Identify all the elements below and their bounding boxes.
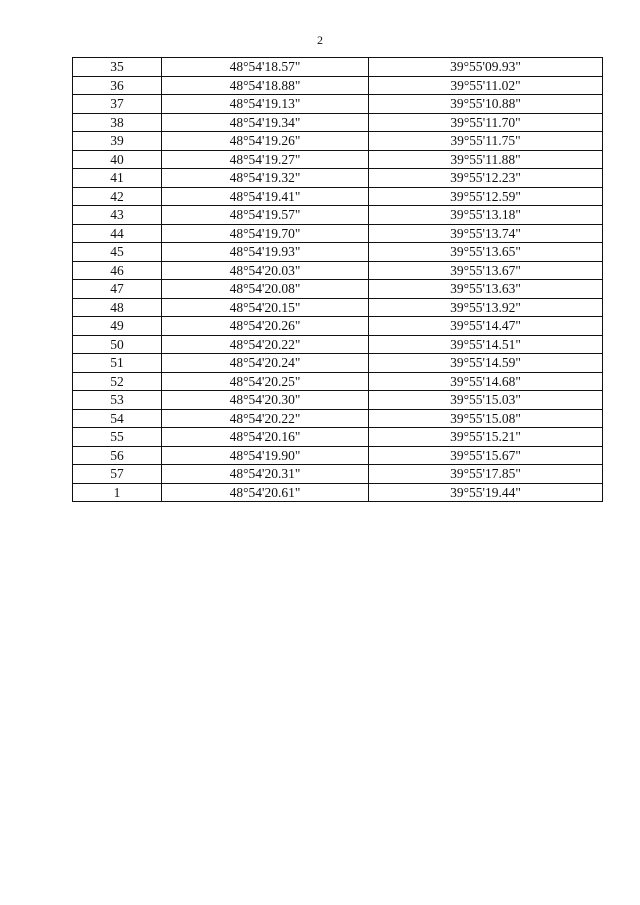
table-row	[73, 354, 603, 373]
point-number-cell: 50	[73, 335, 162, 354]
latitude-cell: 48°54'20.25"	[162, 372, 369, 391]
longitude-cell: 39°55'15.21"	[369, 428, 603, 447]
latitude-cell: 48°54'19.70"	[162, 224, 369, 243]
longitude-cell: 39°55'13.63"	[369, 280, 603, 299]
latitude-cell: 48°54'20.15"	[162, 298, 369, 317]
point-number-cell: 55	[73, 428, 162, 447]
longitude-cell: 39°55'15.03"	[369, 391, 603, 410]
point-number-cell: 51	[73, 354, 162, 373]
longitude-cell: 39°55'11.75"	[369, 132, 603, 151]
longitude-cell: 39°55'12.59"	[369, 187, 603, 206]
longitude-cell: 39°55'12.23"	[369, 169, 603, 188]
longitude-cell: 39°55'14.59"	[369, 354, 603, 373]
point-number-cell: 56	[73, 446, 162, 465]
point-number-cell: 41	[73, 169, 162, 188]
longitude-cell: 39°55'11.02"	[369, 76, 603, 95]
coordinates-table	[72, 57, 603, 502]
table-row	[73, 465, 603, 484]
point-number-cell: 43	[73, 206, 162, 225]
latitude-cell: 48°54'19.41"	[162, 187, 369, 206]
table-row	[73, 76, 603, 95]
table-row	[73, 169, 603, 188]
point-number-cell: 57	[73, 465, 162, 484]
point-number-cell: 47	[73, 280, 162, 299]
table-row	[73, 132, 603, 151]
table-row	[73, 243, 603, 262]
longitude-cell: 39°55'14.68"	[369, 372, 603, 391]
longitude-cell: 39°55'09.93"	[369, 58, 603, 77]
point-number-cell: 45	[73, 243, 162, 262]
latitude-cell: 48°54'19.93"	[162, 243, 369, 262]
point-number-cell: 36	[73, 76, 162, 95]
longitude-cell: 39°55'13.67"	[369, 261, 603, 280]
table-row	[73, 298, 603, 317]
longitude-cell: 39°55'15.08"	[369, 409, 603, 428]
longitude-cell: 39°55'11.88"	[369, 150, 603, 169]
point-number-cell: 46	[73, 261, 162, 280]
point-number-cell: 38	[73, 113, 162, 132]
point-number-cell: 44	[73, 224, 162, 243]
latitude-cell: 48°54'19.34"	[162, 113, 369, 132]
latitude-cell: 48°54'19.32"	[162, 169, 369, 188]
longitude-cell: 39°55'11.70"	[369, 113, 603, 132]
table-row	[73, 206, 603, 225]
table-row	[73, 428, 603, 447]
table-row	[73, 483, 603, 502]
latitude-cell: 48°54'19.27"	[162, 150, 369, 169]
longitude-cell: 39°55'19.44"	[369, 483, 603, 502]
latitude-cell: 48°54'20.61"	[162, 483, 369, 502]
table-row	[73, 150, 603, 169]
latitude-cell: 48°54'20.30"	[162, 391, 369, 410]
table-row	[73, 280, 603, 299]
longitude-cell: 39°55'13.18"	[369, 206, 603, 225]
latitude-cell: 48°54'18.88"	[162, 76, 369, 95]
page-number: 2	[317, 33, 323, 47]
latitude-cell: 48°54'18.57"	[162, 58, 369, 77]
point-number-cell: 54	[73, 409, 162, 428]
table-row	[73, 187, 603, 206]
point-number-cell: 53	[73, 391, 162, 410]
latitude-cell: 48°54'19.57"	[162, 206, 369, 225]
point-number-cell: 42	[73, 187, 162, 206]
longitude-cell: 39°55'13.74"	[369, 224, 603, 243]
longitude-cell: 39°55'13.92"	[369, 298, 603, 317]
latitude-cell: 48°54'20.16"	[162, 428, 369, 447]
point-number-cell: 37	[73, 95, 162, 114]
table-row	[73, 113, 603, 132]
latitude-cell: 48°54'20.08"	[162, 280, 369, 299]
point-number-cell: 39	[73, 132, 162, 151]
point-number-cell: 48	[73, 298, 162, 317]
table-row	[73, 58, 603, 77]
table-row	[73, 391, 603, 410]
latitude-cell: 48°54'20.26"	[162, 317, 369, 336]
point-number-cell: 52	[73, 372, 162, 391]
latitude-cell: 48°54'20.31"	[162, 465, 369, 484]
longitude-cell: 39°55'17.85"	[369, 465, 603, 484]
coordinates-table-body	[73, 58, 603, 502]
latitude-cell: 48°54'19.26"	[162, 132, 369, 151]
table-row	[73, 335, 603, 354]
latitude-cell: 48°54'20.22"	[162, 409, 369, 428]
latitude-cell: 48°54'19.90"	[162, 446, 369, 465]
longitude-cell: 39°55'15.67"	[369, 446, 603, 465]
table-row	[73, 317, 603, 336]
point-number-cell: 35	[73, 58, 162, 77]
latitude-cell: 48°54'20.03"	[162, 261, 369, 280]
latitude-cell: 48°54'20.22"	[162, 335, 369, 354]
longitude-cell: 39°55'14.47"	[369, 317, 603, 336]
table-row	[73, 372, 603, 391]
point-number-cell: 40	[73, 150, 162, 169]
longitude-cell: 39°55'14.51"	[369, 335, 603, 354]
table-row	[73, 409, 603, 428]
latitude-cell: 48°54'19.13"	[162, 95, 369, 114]
latitude-cell: 48°54'20.24"	[162, 354, 369, 373]
table-row	[73, 224, 603, 243]
table-row	[73, 446, 603, 465]
point-number-cell: 1	[73, 483, 162, 502]
table-row	[73, 261, 603, 280]
longitude-cell: 39°55'13.65"	[369, 243, 603, 262]
longitude-cell: 39°55'10.88"	[369, 95, 603, 114]
point-number-cell: 49	[73, 317, 162, 336]
table-row	[73, 95, 603, 114]
